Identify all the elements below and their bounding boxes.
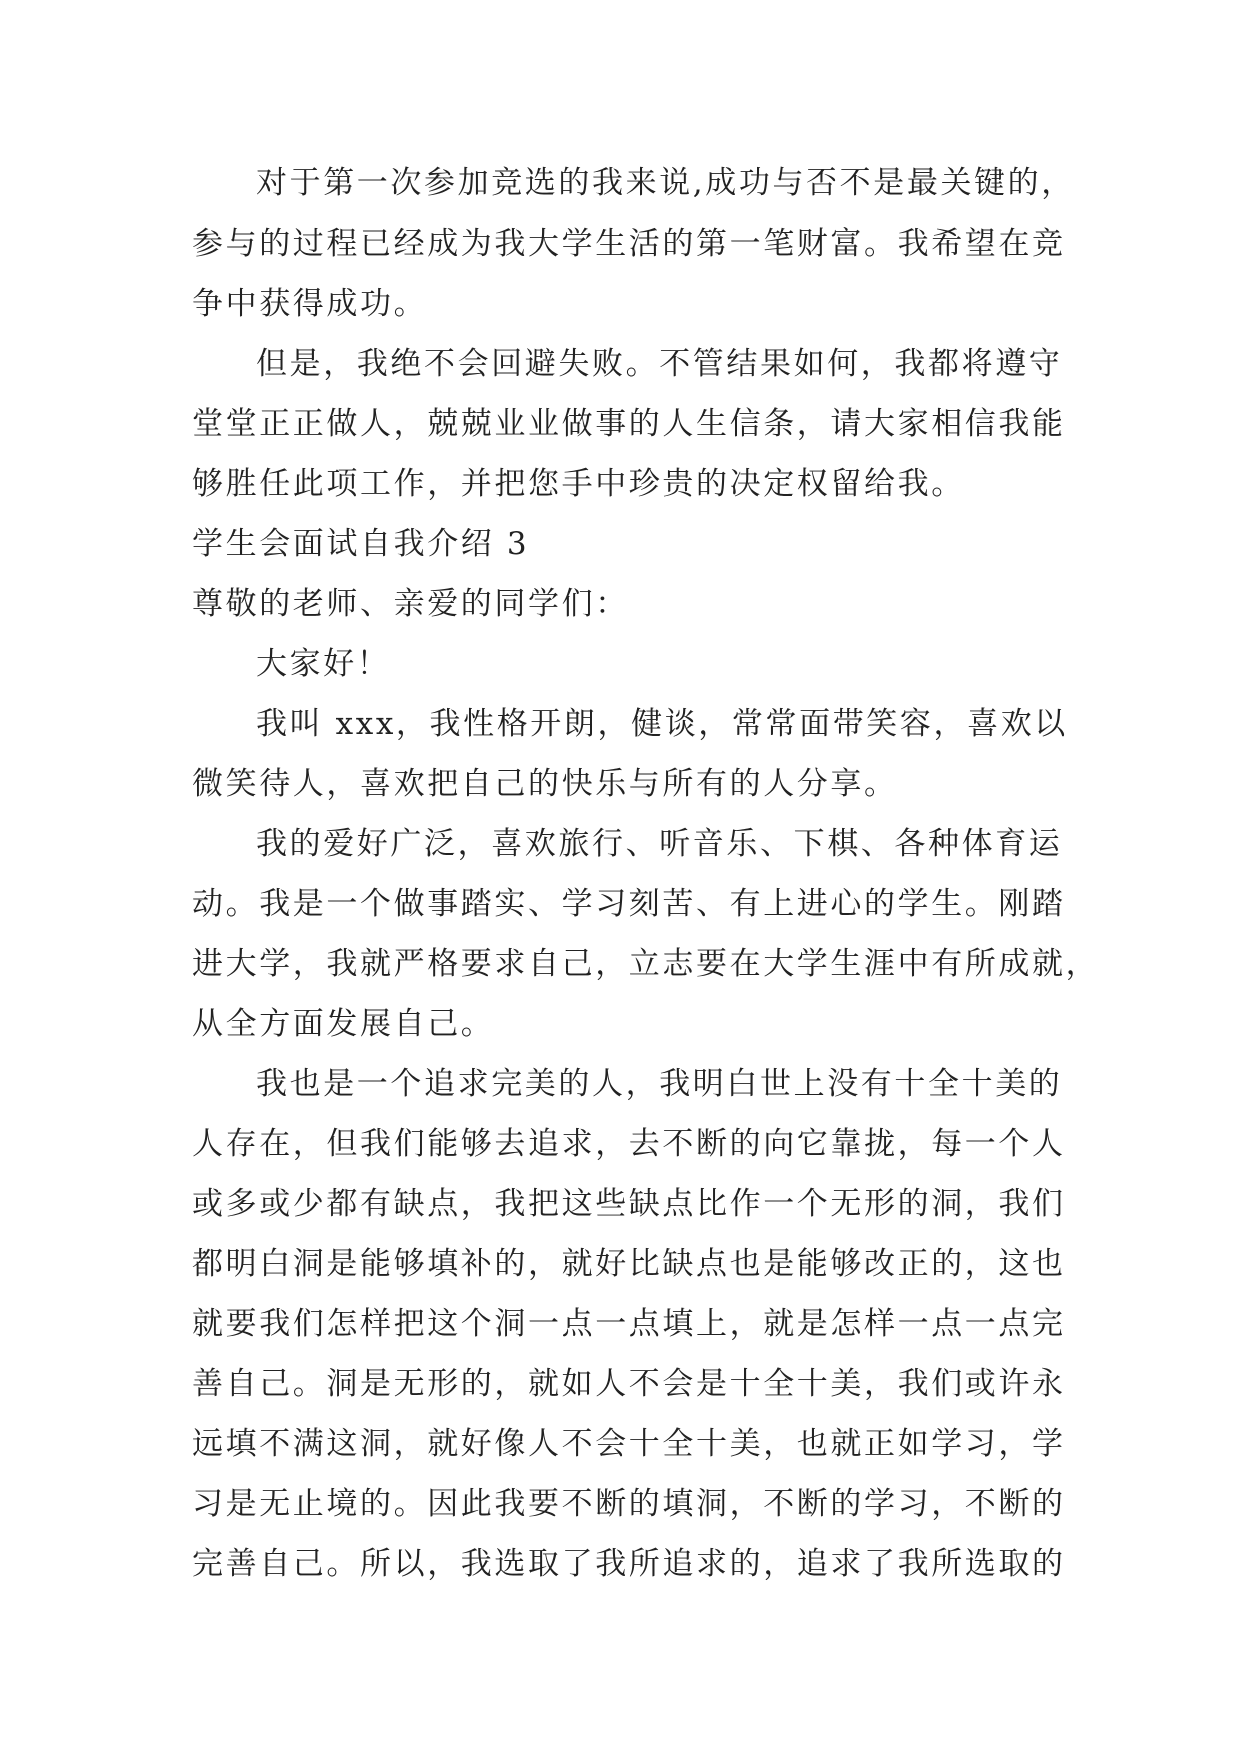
paragraph-line: 都明白洞是能够填补的，就好比缺点也是能够改正的，这也	[192, 1246, 1066, 1282]
paragraph-line: 我的爱好广泛，喜欢旅行、听音乐、下棋、各种体育运	[256, 826, 1063, 862]
paragraph-line: 或多或少都有缺点，我把这些缺点比作一个无形的洞，我们	[192, 1186, 1066, 1222]
paragraph-line: 我叫 xxx，我性格开朗，健谈，常常面带笑容，喜欢以	[256, 706, 1068, 742]
paragraph-line: 对于第一次参加竞选的我来说,成功与否不是最关键的，	[256, 165, 1075, 201]
greeting: 大家好！	[256, 646, 391, 682]
section-heading: 学生会面试自我介绍 3	[192, 526, 530, 562]
paragraph-line: 微笑待人，喜欢把自己的快乐与所有的人分享。	[192, 766, 898, 802]
paragraph-line: 争中获得成功。	[192, 286, 428, 322]
paragraph-line: 我也是一个追求完美的人，我明白世上没有十全十美的	[256, 1066, 1063, 1102]
paragraph-line: 人存在，但我们能够去追求，去不断的向它靠拢，每一个人	[192, 1126, 1066, 1162]
paragraph-line: 从全方面发展自己。	[192, 1006, 495, 1042]
paragraph-line: 远填不满这洞，就好像人不会十全十美，也就正如学习，学	[192, 1426, 1066, 1462]
paragraph-line: 习是无止境的。因此我要不断的填洞，不断的学习，不断的	[192, 1486, 1066, 1522]
paragraph-line: 但是，我绝不会回避失败。不管结果如何，我都将遵守	[256, 346, 1063, 382]
paragraph-line: 善自己。洞是无形的，就如人不会是十全十美，我们或许永	[192, 1366, 1066, 1402]
paragraph-line: 堂堂正正做人，兢兢业业做事的人生信条，请大家相信我能	[192, 406, 1066, 442]
salutation: 尊敬的老师、亲爱的同学们：	[192, 586, 629, 622]
paragraph-line: 进大学，我就严格要求自己，立志要在大学生涯中有所成就，	[192, 946, 1100, 982]
paragraph-line: 参与的过程已经成为我大学生活的第一笔财富。我希望在竞	[192, 226, 1066, 262]
paragraph-line: 就要我们怎样把这个洞一点一点填上，就是怎样一点一点完	[192, 1306, 1066, 1342]
paragraph-line: 完善自己。所以，我选取了我所追求的，追求了我所选取的	[192, 1546, 1066, 1582]
paragraph-line: 够胜任此项工作，并把您手中珍贵的决定权留给我。	[192, 466, 965, 502]
paragraph-line: 动。我是一个做事踏实、学习刻苦、有上进心的学生。刚踏	[192, 886, 1066, 922]
